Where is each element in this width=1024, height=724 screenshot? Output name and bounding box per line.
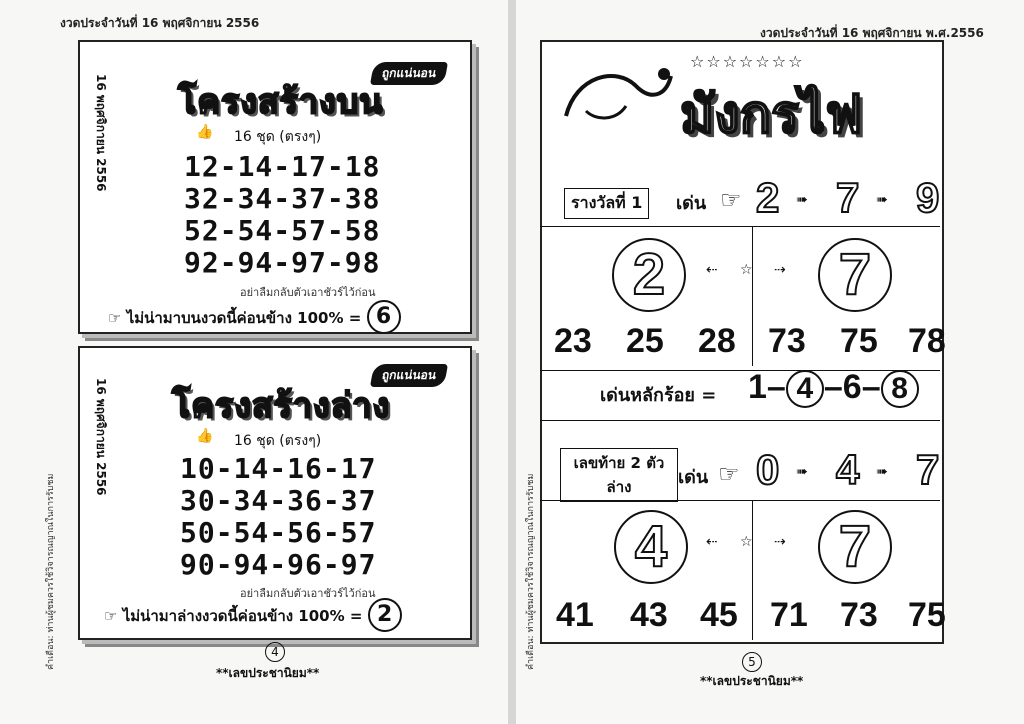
left-vertical-note: คำเตือน: ท่านผู้ชมควรใช้วิจารณญาณในการรับชม <box>46 473 56 670</box>
right-arrow-icon: ➠ <box>876 192 888 208</box>
top-row-4: 92-94-97-98 <box>184 246 381 279</box>
bottom-row-1: 10-14-16-17 <box>180 452 377 485</box>
left-arrow-icon: ⇠ <box>706 534 718 550</box>
right-vertical-note: คำเตือน: ท่านผู้ชมควรใช้วิจารณญาณในการรับชม <box>526 473 536 670</box>
top-num-l1: 23 <box>554 322 592 360</box>
bottom-sure-badge: ถูกแน่นอน <box>370 364 448 387</box>
first-prize-label: รางวัลที่ 1 <box>564 188 649 219</box>
top-row-1: 12-14-17-18 <box>184 150 381 183</box>
divider <box>540 226 940 227</box>
right-arrow-icon: ➠ <box>876 464 888 480</box>
right-arrow-icon: ➠ <box>796 464 808 480</box>
top-ring-left: 2 <box>612 238 686 312</box>
hundreds-label: เด่นหลักร้อย = <box>600 385 717 406</box>
bottom-digit-1: 0 <box>756 446 780 493</box>
bottom-num-l1: 41 <box>556 596 594 634</box>
hundreds-digits: 1– 4 –6– 8 <box>748 368 919 408</box>
top-row-3: 52-54-57-58 <box>184 214 381 247</box>
stars-row: ☆☆☆☆☆☆☆ <box>690 52 805 71</box>
bottom-thumbs-icon: 👍 <box>196 428 214 444</box>
bottom-num-l3: 45 <box>700 596 738 634</box>
dragon-icon <box>556 56 676 136</box>
top-num-r2: 75 <box>840 322 878 360</box>
bottom-num-r3: 75 <box>908 596 946 634</box>
top-sure-badge: ถูกแน่นอน <box>370 62 448 85</box>
top-num-l2: 25 <box>626 322 664 360</box>
left-footer: **เลขประชานิยม** <box>216 666 320 680</box>
right-footer: **เลขประชานิยม** <box>700 674 804 688</box>
bottom-ring-right: 7 <box>818 510 892 584</box>
star-icon: ☆ <box>740 534 753 550</box>
bottom-num-r1: 71 <box>770 596 808 634</box>
bottom-hint: อย่าลืมกลับตัวเอาชัวร์ไว้ก่อน <box>240 587 376 600</box>
top-digit-1: 2 <box>756 174 780 221</box>
pointing-hand-icon: ☞ <box>720 186 742 214</box>
top-footer-text: ไม่น่ามาบนงวดนี้ค่อนข้าง 100% = <box>126 309 362 327</box>
top-num-l3: 28 <box>698 322 736 360</box>
bottom-row-3: 50-54-56-57 <box>180 516 377 549</box>
bottom-subtitle: 16 ชุด (ตรงๆ) <box>234 433 322 449</box>
top-digit-3: 9 <box>916 174 940 221</box>
bottom-num-r2: 73 <box>840 596 878 634</box>
hundreds-digit-1: 1 <box>748 368 767 406</box>
top-footer-digit: 6 <box>367 300 401 334</box>
top-structure-title: โครงสร้างบน <box>178 82 384 122</box>
right-arrow-icon: ⇢ <box>774 534 786 550</box>
bottom-row-4: 90-94-96-97 <box>180 548 377 581</box>
hundreds-digit-3: 6 <box>842 368 862 406</box>
hundreds-digit-4: 8 <box>881 370 919 408</box>
bottom-footer-digit: 2 <box>368 598 402 632</box>
divider <box>752 226 753 366</box>
bottom-den-label: เด่น <box>678 467 709 488</box>
top-ring-right: 7 <box>818 238 892 312</box>
left-arrow-icon: ⇠ <box>706 262 718 278</box>
brand-title: มังกรไฟ <box>680 85 863 145</box>
left-page-number: 4 <box>265 642 285 662</box>
bottom-digit-2: 4 <box>836 446 860 493</box>
page-gutter <box>508 0 516 724</box>
bottom-row-2: 30-34-36-37 <box>180 484 377 517</box>
left-header: งวดประจำวันที่ 16 พฤศจิกายน 2556 <box>60 16 260 30</box>
top-hint: อย่าลืมกลับตัวเอาชัวร์ไว้ก่อน <box>240 286 376 299</box>
hundreds-digit-2: 4 <box>786 370 824 408</box>
pointing-hand-icon: ☞ <box>108 309 122 327</box>
top-digit-2: 7 <box>836 174 860 221</box>
bottom-side-date: 16 พฤศจิกายน 2556 <box>94 378 108 496</box>
top-footer <box>108 300 401 334</box>
top-row-2: 32-34-37-38 <box>184 182 381 215</box>
pointing-hand-icon: ☞ <box>718 460 740 488</box>
right-arrow-icon: ⇢ <box>774 262 786 278</box>
pointing-hand-icon: ☞ <box>104 607 118 625</box>
bottom-label: เลขท้าย 2 ตัว ล่าง <box>560 448 678 502</box>
top-num-r1: 73 <box>768 322 806 360</box>
bottom-ring-left: 4 <box>614 510 688 584</box>
top-den-label: เด่น <box>676 193 707 214</box>
bottom-digit-3: 7 <box>916 446 940 493</box>
right-arrow-icon: ➠ <box>796 192 808 208</box>
right-page-number: 5 <box>742 652 762 672</box>
divider <box>540 500 940 501</box>
top-side-date: 16 พฤศจิกายน 2556 <box>94 74 108 192</box>
top-subtitle: 16 ชุด (ตรงๆ) <box>234 129 322 145</box>
top-thumbs-icon: 👍 <box>196 124 214 140</box>
divider <box>752 500 753 640</box>
bottom-footer <box>104 598 402 632</box>
bottom-num-l2: 43 <box>630 596 668 634</box>
top-num-r3: 78 <box>908 322 946 360</box>
bottom-structure-title: โครงสร้างล่าง <box>172 386 391 426</box>
star-icon: ☆ <box>740 262 753 278</box>
right-header: งวดประจำวันที่ 16 พฤศจิกายน พ.ศ.2556 <box>760 26 984 40</box>
bottom-footer-text: ไม่น่ามาล่างงวดนี้ค่อนข้าง 100% = <box>122 607 363 625</box>
divider <box>540 420 940 421</box>
